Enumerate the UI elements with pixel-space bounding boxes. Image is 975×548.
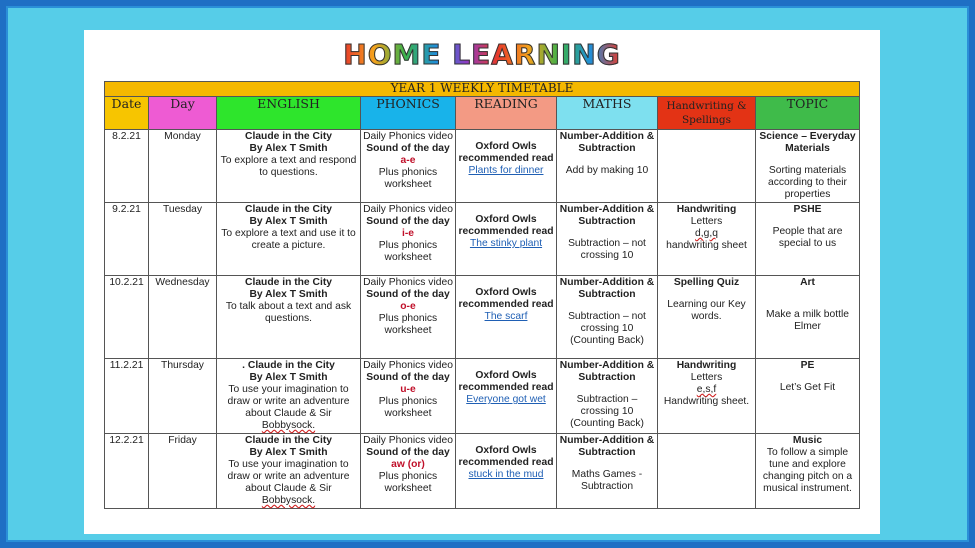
cell-handwriting — [658, 203, 756, 276]
reading-title: Oxford Owls recommended read — [458, 287, 554, 310]
reading-title: Oxford Owls recommended read — [458, 445, 554, 468]
cell-handwriting — [658, 359, 756, 434]
phonics-label: Sound of the day — [366, 289, 450, 300]
table-row — [105, 434, 860, 509]
cell-day: Tuesday — [149, 203, 217, 276]
cell-phonics — [361, 203, 456, 276]
header-handwriting: Handwriting & Spellings — [658, 97, 756, 130]
handwriting-title: Handwriting — [676, 204, 737, 215]
english-task: To talk about a text and ask questions. — [225, 301, 352, 324]
page-title — [84, 38, 880, 71]
cell-topic — [756, 203, 860, 276]
table-row — [105, 276, 860, 359]
cell-phonics — [361, 130, 456, 203]
english-task: To use your imagination to draw or write an adventure about Claude & Sir — [227, 384, 350, 419]
table-row — [105, 359, 860, 434]
header-date: Date — [105, 97, 149, 130]
maths-task: Add by making 10 — [565, 165, 649, 176]
handwriting-detail: Learning our Key words. — [667, 299, 746, 322]
handwriting-title: Spelling Quiz — [673, 277, 740, 288]
topic-title: PE — [800, 360, 815, 371]
phonics-video: Daily Phonics video — [363, 360, 453, 371]
handwriting-title: Handwriting — [676, 360, 737, 371]
reading-link[interactable]: stuck in the mud — [468, 469, 544, 480]
handwriting-letters: Letters — [690, 216, 723, 227]
cell-topic — [756, 130, 860, 203]
cell-maths — [557, 130, 658, 203]
cell-topic — [756, 276, 860, 359]
english-author: By Alex T Smith — [249, 372, 328, 383]
phonics-label: Sound of the day — [366, 372, 450, 383]
timetable-banner: YEAR 1 WEEKLY TIMETABLE — [105, 82, 860, 97]
cell-handwriting — [658, 276, 756, 359]
header-topic: TOPIC — [756, 97, 860, 130]
header-phonics: PHONICS — [361, 97, 456, 130]
english-title: Claude in the City — [245, 435, 332, 446]
english-author: By Alex T Smith — [249, 289, 328, 300]
phonics-video: Daily Phonics video — [363, 435, 453, 446]
cell-maths — [557, 434, 658, 509]
handwriting-sheet: handwriting sheet — [666, 240, 747, 251]
topic-task: People that are special to us — [772, 226, 843, 249]
reading-link[interactable]: The scarf — [484, 311, 528, 322]
topic-title: PSHE — [793, 204, 822, 215]
header-day: Day — [149, 97, 217, 130]
table-row — [105, 130, 860, 203]
maths-title: Number-Addition & Subtraction — [559, 360, 655, 383]
phonics-video: Daily Phonics video — [363, 204, 453, 215]
phonics-video: Daily Phonics video — [363, 277, 453, 288]
cell-phonics — [361, 276, 456, 359]
cell-phonics — [361, 359, 456, 434]
maths-task: Maths Games - Subtraction — [571, 469, 643, 492]
cell-date: 9.2.21 — [105, 203, 149, 276]
english-task-name: Bobbysock. — [261, 495, 316, 506]
header-english: ENGLISH — [217, 97, 361, 130]
cell-handwriting — [658, 434, 756, 509]
cell-english — [217, 276, 361, 359]
header-reading: READING — [456, 97, 557, 130]
cell-day: Monday — [149, 130, 217, 203]
cell-date: 12.2.21 — [105, 434, 149, 509]
cell-maths — [557, 359, 658, 434]
reading-title: Oxford Owls recommended read — [458, 370, 554, 393]
phonics-worksheet: Plus phonics worksheet — [378, 240, 438, 263]
english-author: By Alex T Smith — [249, 447, 328, 458]
cell-reading — [456, 434, 557, 509]
phonics-worksheet: Plus phonics worksheet — [378, 396, 438, 419]
handwriting-sheet: Handwriting sheet. — [663, 396, 750, 407]
maths-task: Subtraction – crossing 10 (Counting Back) — [570, 394, 644, 429]
phonics-label: Sound of the day — [366, 143, 450, 154]
cell-maths — [557, 203, 658, 276]
english-title: Claude in the City — [245, 277, 332, 288]
cell-date: 11.2.21 — [105, 359, 149, 434]
topic-title: Music — [792, 435, 823, 446]
english-task: To explore a text and use it to create a picture. — [221, 228, 356, 251]
maths-title: Number-Addition & Subtraction — [559, 131, 655, 154]
cell-reading — [456, 359, 557, 434]
english-task-name: Bobbysock. — [261, 420, 316, 431]
handwriting-letter-set: d,g,q — [695, 228, 718, 239]
cell-day: Thursday — [149, 359, 217, 434]
english-task: To explore a text and respond to questions. — [220, 155, 357, 178]
reading-title: Oxford Owls recommended read — [458, 214, 554, 237]
phonics-worksheet: Plus phonics worksheet — [378, 313, 438, 336]
phonics-sound: o-e — [400, 301, 416, 312]
cell-phonics — [361, 434, 456, 509]
english-author: By Alex T Smith — [249, 216, 328, 227]
cell-reading — [456, 203, 557, 276]
reading-link[interactable]: The stinky plant — [469, 238, 543, 249]
table-row — [105, 203, 860, 276]
cell-english — [217, 130, 361, 203]
handwriting-letter-set: e,s,f — [696, 384, 717, 395]
outer-frame — [6, 6, 969, 542]
weekly-timetable — [104, 81, 860, 509]
phonics-label: Sound of the day — [366, 447, 450, 458]
cell-day: Wednesday — [149, 276, 217, 359]
maths-task: Subtraction – not crossing 10 — [568, 238, 646, 261]
english-task: To use your imagination to draw or write an adventure about Claude & Sir — [227, 459, 350, 494]
cell-topic — [756, 359, 860, 434]
reading-link[interactable]: Everyone got wet — [466, 394, 546, 405]
header-maths: MATHS — [557, 97, 658, 130]
cell-date: 10.2.21 — [105, 276, 149, 359]
phonics-worksheet: Plus phonics worksheet — [378, 471, 438, 494]
phonics-sound: u-e — [400, 384, 416, 395]
phonics-sound: aw (or) — [391, 459, 425, 470]
cell-reading — [456, 130, 557, 203]
topic-title: Science – Everyday Materials — [759, 131, 856, 154]
topic-task: To follow a simple tune and explore changing pitch on a musical instrument. — [762, 447, 853, 494]
english-title: Claude in the City — [245, 131, 332, 142]
cell-english — [217, 359, 361, 434]
cell-english — [217, 203, 361, 276]
cell-day: Friday — [149, 434, 217, 509]
english-title: . Claude in the City — [242, 360, 335, 371]
cell-reading — [456, 276, 557, 359]
phonics-sound: i-e — [401, 228, 415, 239]
reading-link[interactable]: Plants for dinner — [468, 165, 544, 176]
english-title: Claude in the City — [245, 204, 332, 215]
phonics-label: Sound of the day — [366, 216, 450, 227]
topic-title: Art — [800, 277, 815, 288]
english-author: By Alex T Smith — [249, 143, 328, 154]
document-page — [84, 30, 880, 534]
cell-topic — [756, 434, 860, 509]
cell-date: 8.2.21 — [105, 130, 149, 203]
handwriting-letters: Letters — [690, 372, 723, 383]
topic-task: Sorting materials according to their properties — [768, 165, 847, 200]
phonics-worksheet: Plus phonics worksheet — [378, 167, 438, 190]
title-text: HOME LEARNING — [343, 38, 621, 71]
maths-task: Subtraction – not crossing 10 (Counting Back) — [568, 311, 646, 346]
maths-title: Number-Addition & Subtraction — [559, 277, 655, 300]
reading-title: Oxford Owls recommended read — [458, 141, 554, 164]
cell-handwriting — [658, 130, 756, 203]
topic-task: Make a milk bottle Elmer — [766, 309, 849, 332]
cell-english — [217, 434, 361, 509]
maths-title: Number-Addition & Subtraction — [559, 435, 655, 458]
phonics-sound: a-e — [400, 155, 416, 166]
topic-task: Let’s Get Fit — [779, 382, 836, 393]
cell-maths — [557, 276, 658, 359]
phonics-video: Daily Phonics video — [363, 131, 453, 142]
maths-title: Number-Addition & Subtraction — [559, 204, 655, 227]
